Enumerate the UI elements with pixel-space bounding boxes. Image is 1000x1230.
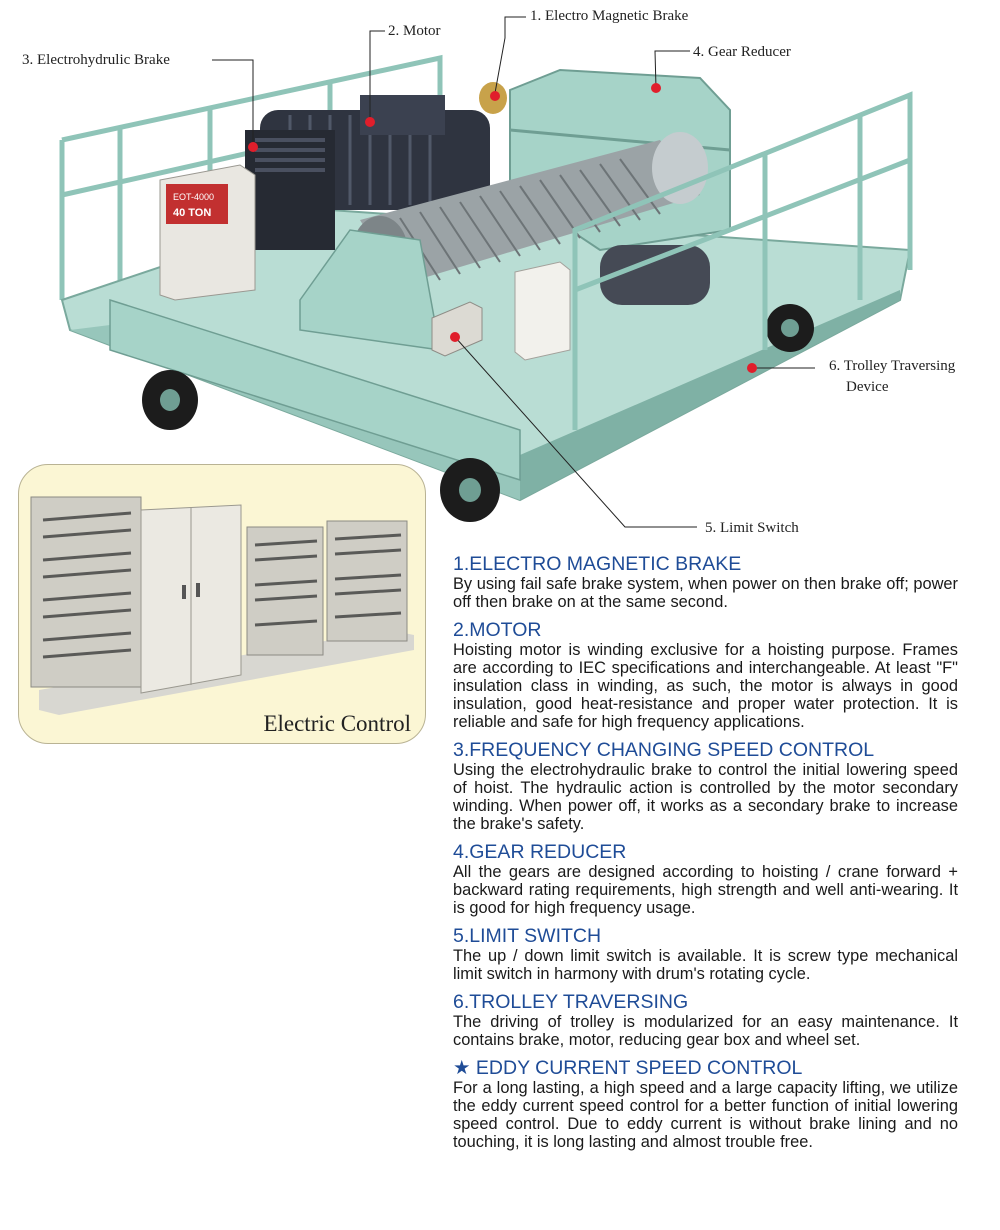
electric-control-panel xyxy=(18,464,426,744)
electric-control-caption: Electric Control xyxy=(263,711,411,736)
callout-electrohydrulic-brake: 3. Electrohydrulic Brake xyxy=(22,52,170,68)
section-title: 2.MOTOR xyxy=(453,619,542,641)
callout-trolley-traversing-device: Device xyxy=(846,379,889,395)
traverse-control-box xyxy=(515,262,570,360)
section-body: For a long lasting, a high speed and a large capacity lifting, we utilize the eddy current speed control for a better function of initial lowering speed control. Due to eddy current is without brake lining and no touching, it is long lasting and almost trouble free. xyxy=(453,1079,958,1151)
section-title: 4.GEAR REDUCER xyxy=(453,841,627,863)
section-body: Hoisting motor is winding exclusive for a hoisting purpose. Frames are according to IEC specifications and interchangeable. At least "F" insulation class in winding, as such, the motor is always in good insulation, good heat-resistance and proper water protection. It is reliable and safe for high frequency applications. xyxy=(453,641,958,731)
callout-gear-reducer: 4. Gear Reducer xyxy=(693,44,791,60)
section-motor xyxy=(453,620,958,731)
machine-plate-line1: EOT-4000 xyxy=(173,192,215,202)
section-gear-reducer xyxy=(453,842,958,917)
section-title: 5.LIMIT SWITCH xyxy=(453,925,602,947)
section-eddy-current-speed-control xyxy=(453,1058,958,1151)
callout-motor: 2. Motor xyxy=(388,23,441,39)
section-body: The up / down limit switch is available. It is screw type mechanical limit switch in harmony with drum's rotating cycle. xyxy=(453,947,958,983)
section-frequency-changing-speed-control xyxy=(453,740,958,833)
section-title: ★ EDDY CURRENT SPEED CONTROL xyxy=(453,1057,803,1079)
section-body: By using fail safe brake system, when power on then brake off; power off then brake on at the same second. xyxy=(453,575,958,611)
section-body: The driving of trolley is modularized for an easy maintenance. It contains brake, motor, reducing gear box and wheel set. xyxy=(453,1013,958,1049)
machine-plate-line2: 40 TON xyxy=(173,207,212,219)
section-limit-switch xyxy=(453,926,958,983)
callout-electro-magnetic-brake: 1. Electro Magnetic Brake xyxy=(530,8,689,24)
section-body: All the gears are designed according to hoisting / crane forward + backward rating requirements, high strength and well anti-wearing. It is good for high frequency usage. xyxy=(453,863,958,917)
section-trolley-traversing xyxy=(453,992,958,1049)
section-title: 3.FREQUENCY CHANGING SPEED CONTROL xyxy=(453,739,875,761)
section-title: 1.ELECTRO MAGNETIC BRAKE xyxy=(453,553,742,575)
electric-control-drawing xyxy=(19,465,425,743)
hoist-trolley-illustration xyxy=(0,0,1000,540)
hoist-trolley-drawing xyxy=(0,0,1000,540)
section-electro-magnetic-brake xyxy=(453,554,958,611)
callout-trolley-traversing: 6. Trolley Traversing xyxy=(829,358,956,374)
feature-sections xyxy=(453,554,958,1160)
section-title: 6.TROLLEY TRAVERSING xyxy=(453,991,689,1013)
section-body: Using the electrohydraulic brake to control the initial lowering speed of hoist. The hydraulic action is controlled by the motor secondary winding. When power off, it works as a secondary brake to increase the brake's safety. xyxy=(453,761,958,833)
callout-limit-switch: 5. Limit Switch xyxy=(705,520,799,536)
